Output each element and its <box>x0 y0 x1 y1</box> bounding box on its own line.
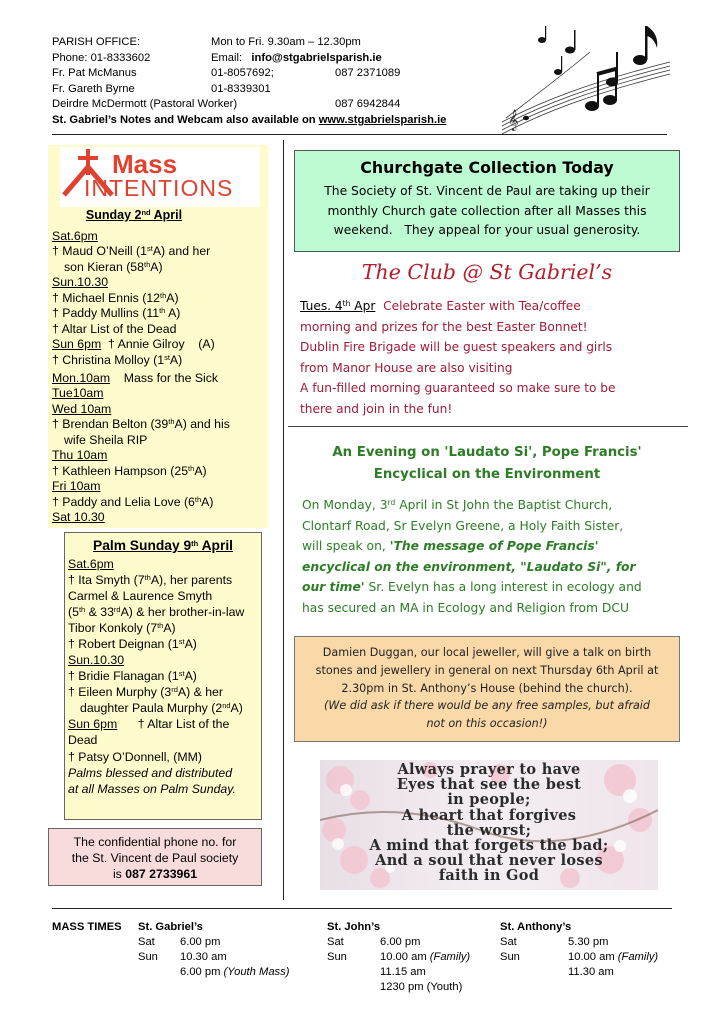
vincent-line1: The confidential phone no. for <box>73 835 237 849</box>
laudato-body: On Monday, 3rd April in St John the Baptist Church, Clontarf Road, Sr Evelyn Greene, a Holy Faith Sister, will speak on, 'The message of Pope Francis' encyclical on the environment, "Laudato Si", for our time' Sr. Evelyn has a long interest in ecology and has secured an MA in Ecology and Religion from DCU <box>302 498 642 615</box>
mass-times-label: MASS TIMES <box>52 921 122 933</box>
anthony-sun-label: Sun <box>500 951 520 963</box>
palm-line: daughter Paula Murphy (2ndA) <box>80 701 243 715</box>
intention-line: † Kathleen Hampson (25thA) <box>52 464 207 478</box>
office-hours: Mon to Fri. 9.30am – 12.30pm <box>211 36 361 48</box>
anthony-sat-label: Sat <box>500 936 517 948</box>
john-sat-label: Sat <box>327 936 344 948</box>
sunday-heading-text: Sunday 2nd April <box>85 208 183 222</box>
time-tue10: Tue10am <box>52 386 104 400</box>
office-phone: Phone: 01-8333602 <box>52 51 151 64</box>
intention-line: † Brendan Belton (39thA) and his <box>52 417 230 431</box>
section-divider <box>288 426 688 427</box>
palm-note: at all Masses on Palm Sunday. <box>68 782 236 796</box>
email-line <box>211 51 382 67</box>
logo-word-mass: Mass <box>112 149 178 179</box>
club-date: Tues. 4th Apr <box>300 299 376 313</box>
intention-line: † Michael Ennis (12thA) <box>52 291 179 305</box>
gabriel-sat-label: Sat <box>138 936 155 948</box>
email-link[interactable]: info@stgabrielsparish.ie <box>251 51 382 64</box>
time-mon10: Mon.10am <box>52 371 111 385</box>
music-notes-icon <box>500 22 672 137</box>
anthony-sat-time: 5.30 pm <box>568 936 609 948</box>
palm-line: Tibor Konkoly (7thA) <box>68 621 176 635</box>
priest1-mobile: 087 2371089 <box>335 67 401 80</box>
churchgate-collection-box <box>294 150 680 252</box>
palm-line: † Ita Smyth (7thA), her parents <box>68 573 233 587</box>
jeweller-talk-box: Damien Duggan, our local jeweller, will give a talk on birth stones and jewellery in general on next Thursday 6th April at 2.30pm in St. Anthony’s House (behind the church). (We did ask if there would be any free samples, but afraid not on this occasion!) <box>294 636 680 742</box>
john-sun-time: 10.00 am (Family) <box>380 951 471 963</box>
gabriel-name: St. Gabriel’s <box>138 921 203 933</box>
vincent-phone: 087 2733961 <box>125 867 198 881</box>
time-sun1030: Sun.10.30 <box>52 275 109 289</box>
intention-line: Sun 6pm † Annie Gilroy (A) <box>52 337 215 351</box>
club-title: The Club @ St Gabriel’s <box>361 260 613 284</box>
collection-title: Churchgate Collection Today <box>360 158 614 177</box>
time-sat6: Sat.6pm <box>52 229 98 243</box>
notes-line <box>52 113 446 129</box>
footer-divider <box>52 908 672 909</box>
john-sun-time2: 11.15 am <box>380 966 426 978</box>
palm-note: Palms blessed and distributed <box>68 766 233 780</box>
club-body: Tues. 4th Apr Celebrate Easter with Tea/coffee morning and prizes for the best Easter Bonnet! Dublin Fire Brigade will be guest speakers and girls from Manor House are also visiting A fun-filled morning guaranteed so make sure to be there and join in the fun! <box>300 299 616 416</box>
palm-time-sun6: Sun 6pm <box>68 717 118 731</box>
priest2-phone: 01-8339301 <box>211 82 271 95</box>
intention-line: † Altar List of the Dead <box>52 322 177 336</box>
palm-time-sat6: Sat.6pm <box>68 557 114 571</box>
intention-line: † Paddy Mullins (11th A) <box>52 306 181 320</box>
anthony-sun-time: 10.00 am (Family) <box>568 951 659 963</box>
priest1-phone: 01-8057692; <box>211 67 274 80</box>
website-link[interactable]: www.stgabrielsparish.ie <box>318 113 447 126</box>
notes-text: St. Gabriel’s Notes and Webcam also available on <box>52 113 316 126</box>
john-sat-time: 6.00 pm <box>380 936 421 948</box>
gabriel-sun-label: Sun <box>138 951 158 963</box>
palm-line: † Robert Deignan (1stA) <box>68 637 197 651</box>
palm-line: † Bridie Flanagan (1stA) <box>68 669 197 683</box>
vincent-line3: is 087 2733961 <box>112 867 198 881</box>
column-divider <box>283 140 284 900</box>
collection-body: The Society of St. Vincent de Paul are taking up their monthly Church gate collection after all Masses this weekend. They appeal for your usual generosity. <box>324 184 650 238</box>
palm-sunday-heading: Palm Sunday 9th April <box>93 538 233 553</box>
svg-text:𝄞: 𝄞 <box>508 110 519 131</box>
palm-line: Dead <box>68 733 98 747</box>
palm-time-sun1030: Sun.10.30 <box>68 653 125 667</box>
palm-line: † Patsy O’Donnell, (MM) <box>68 750 202 764</box>
worker-name: Deirdre McDermott (Pastoral Worker) <box>52 98 238 111</box>
intention-line: † Christina Molloy (1stA) <box>52 353 183 367</box>
time-sun6: Sun 6pm <box>52 337 102 351</box>
priest2-name: Fr. Gareth Byrne <box>52 82 135 95</box>
intention-line: † Maud O’Neill (1stA) and her <box>52 244 211 258</box>
john-sun-time3: 1230 pm (Youth) <box>380 981 463 993</box>
palm-line: † Eileen Murphy (3rdA) & her <box>68 685 223 699</box>
anthony-sun-time2: 11.30 am <box>568 966 614 978</box>
gabriel-youth-time: 6.00 pm (Youth Mass) <box>180 966 290 978</box>
vincent-phone-box <box>48 828 262 886</box>
intention-line: son Kieran (58thA) <box>64 260 163 274</box>
sunday-heading <box>0 208 268 222</box>
john-name: St. John’s <box>327 921 381 933</box>
time-sat1030: Sat 10.30 <box>52 510 105 524</box>
office-label: PARISH OFFICE: <box>52 36 141 48</box>
palm-line: (5th & 33rdA) & her brother-in-law <box>68 605 245 619</box>
intention-line: † Paddy and Lelia Love (6thA) <box>52 495 214 509</box>
priest1-name: Fr. Pat McManus <box>52 67 137 80</box>
gabriel-sat-time: 6.00 pm <box>180 936 221 948</box>
time-thu10: Thu 10am <box>52 448 108 462</box>
email-label: Email: <box>211 51 243 64</box>
anthony-name: St. Anthony’s <box>500 921 572 933</box>
gabriel-sun-time: 10.30 am <box>180 951 227 963</box>
blossom-quote: Always prayer to have Eyes that see the best in people; A heart that forgives the worst; A mind that forgets the bad; And a soul that never loses faith in God <box>369 761 609 885</box>
time-fri10: Fri 10am <box>52 479 101 493</box>
palm-line: Sun 6pm † Altar List of the <box>68 717 230 731</box>
laudato-title: An Evening on 'Laudato Si', Pope Francis' Encyclical on the Environment <box>332 445 642 482</box>
worker-phone: 087 6942844 <box>335 98 401 111</box>
time-wed10: Wed 10am <box>52 402 112 416</box>
intention-line: wife Sheila RIP <box>64 433 148 447</box>
vincent-line2: the St. Vincent de Paul society <box>71 851 239 865</box>
cherry-blossom-image <box>320 760 658 890</box>
john-sun-label: Sun <box>327 951 347 963</box>
palm-line: Carmel & Laurence Smyth <box>68 589 213 603</box>
logo-word-intentions: INTENTIONS <box>84 175 234 201</box>
intention-line: Mon.10am Mass for the Sick <box>52 371 219 385</box>
